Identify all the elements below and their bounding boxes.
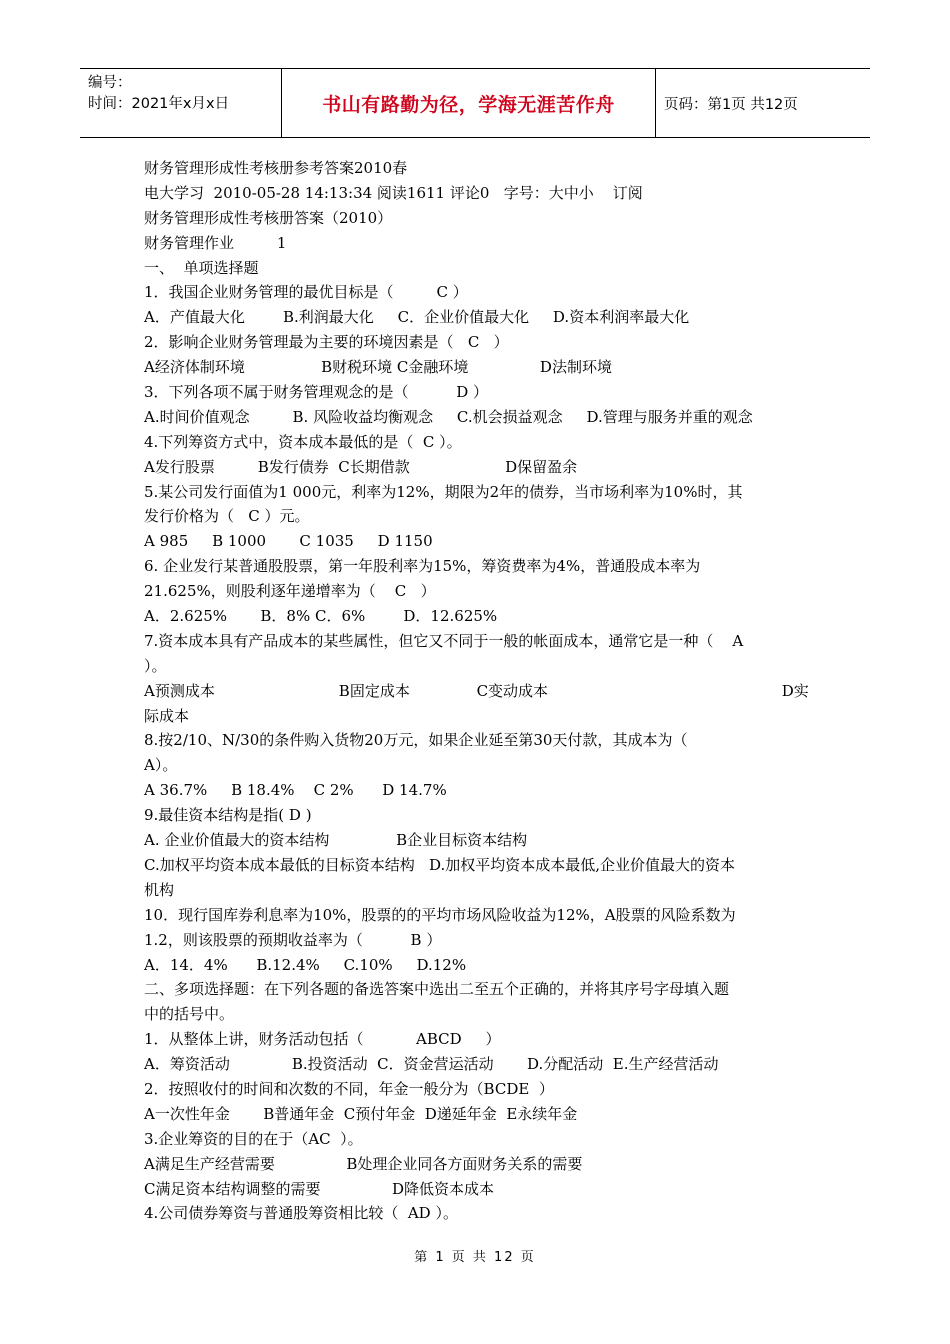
text-line: 中的括号中。 (144, 1005, 235, 1024)
text-line: 一、 单项选择题 (144, 258, 259, 277)
text-line: 1.2，则该股票的预期收益率为（ B ） (144, 930, 442, 949)
text-line: 7.资本成本具有产品成本的某些属性，但它又不同于一般的帐面成本，通常它是一种（ A (144, 631, 744, 650)
text-line: 机构 (144, 880, 175, 899)
text-line: A发行股票 B发行债券 C长期借款 D保留盈余 (144, 457, 578, 476)
text-line: A 36.7% B 18.4% C 2% D 14.7% (144, 781, 447, 800)
date-label: 时间：2021年x月x日 (88, 96, 230, 112)
text-line: A经济体制环境 B财税环境 C金融环境 D法制环境 (144, 358, 612, 377)
text-line: A）。 (144, 756, 178, 775)
text-line: 6. 企业发行某普通股股票，第一年股利率为15%，筹资费率为4%，普通股成本率为 (144, 557, 701, 576)
text-line: 1．我国企业财务管理的最优目标是（ C ） (144, 283, 468, 302)
text-line: 8.按2/10、N/30的条件购入货物20万元，如果企业延至第30天付款，其成本为（ (144, 731, 688, 750)
text-line: 4.下列筹资方式中，资本成本最低的是（ C ）。 (144, 432, 462, 451)
text-line: 3．下列各项不属于财务管理观念的是（ D ） (144, 383, 489, 402)
page-info: 页码：第1页 共12页 (664, 96, 798, 113)
text-line: A 985 B 1000 C 1035 D 1150 (144, 532, 433, 551)
text-line: 电大学习 2010-05-28 14:13:34 阅读1611 评论0 字号：大中小 订阅 (144, 183, 643, 202)
text-line: A．2.625% B．8% C．6% D．12.625% (144, 607, 498, 626)
text-line: 1．从整体上讲，财务活动包括（ ABCD ） (144, 1030, 501, 1049)
text-line: 3.企业筹资的目的在于（AC ）。 (144, 1129, 363, 1148)
header-meta-cell (80, 69, 282, 137)
text-line: A一次性年金 B普通年金 C预付年金 D递延年金 E永续年金 (144, 1104, 578, 1123)
page-footer: 第 1 页 共 12 页 (414, 1250, 536, 1265)
text-line: 二、多项选择题：在下列各题的备选答案中选出二至五个正确的，并将其序号字母填入题 (144, 980, 730, 999)
text-line: A．产值最大化 B.利润最大化 C．企业价值最大化 D.资本利润率最大化 (144, 308, 690, 327)
text-line: 9.最佳资本结构是指( D ) (144, 806, 312, 825)
text-line: 4.公司债券筹资与普通股筹资相比较（ AD ）。 (144, 1204, 458, 1223)
text-line: A. 企业价值最大的资本结构 B企业目标资本结构 (144, 831, 528, 850)
text-line: 5.某公司发行面值为1 000元，利率为12%，期限为2年的债券，当市场利率为10%时，其 (144, 482, 743, 501)
text-line: 21.625%，则股利逐年递增率为（ C ） (144, 582, 436, 601)
header-motto-cell (282, 69, 656, 137)
document-header (80, 68, 870, 138)
header-page-cell (656, 69, 870, 137)
text-line: 财务管理形成性考核册参考答案2010春 (144, 159, 408, 177)
text-line: 财务管理形成性考核册答案（2010） (144, 208, 393, 227)
text-line: C.加权平均资本成本最低的目标资本结构 D.加权平均资本成本最低,企业价值最大的资本 (144, 855, 736, 874)
motto-text: 书山有路勤为径，学海无涯苦作舟 (322, 93, 615, 116)
text-line: 2．按照收付的时间和次数的不同，年金一般分为（BCDE ） (144, 1079, 554, 1098)
text-line: 10．现行国库券利息率为10%，股票的的平均市场风险收益为12%，A股票的风险系数为 (144, 905, 736, 924)
text-line: A满足生产经营需要 B处理企业同各方面财务关系的需要 (144, 1154, 583, 1173)
text-line: A.时间价值观念 B. 风险收益均衡观念 C.机会损益观念 D.管理与服务并重的观念 (144, 407, 753, 426)
text-line: A．14．4% B.12.4% C.10% D.12% (144, 955, 467, 974)
document-body (144, 156, 810, 1226)
number-label: 编号： (88, 75, 132, 91)
text-line: A．筹资活动 B.投资活动 C．资金营运活动 D.分配活动 E.生产经营活动 (144, 1055, 719, 1074)
text-line: A预测成本 B固定成本 C变动成本 D实 (144, 681, 809, 700)
text-line: 发行价格为（ C ）元。 (144, 507, 310, 526)
text-line: 际成本 (144, 706, 190, 725)
text-line: C满足资本结构调整的需要 D降低资本成本 (144, 1179, 495, 1198)
text-line: 2．影响企业财务管理最为主要的环境因素是（ C ） (144, 333, 509, 352)
text-line: 财务管理作业 1 (144, 233, 287, 252)
text-line: ）。 (144, 656, 167, 675)
